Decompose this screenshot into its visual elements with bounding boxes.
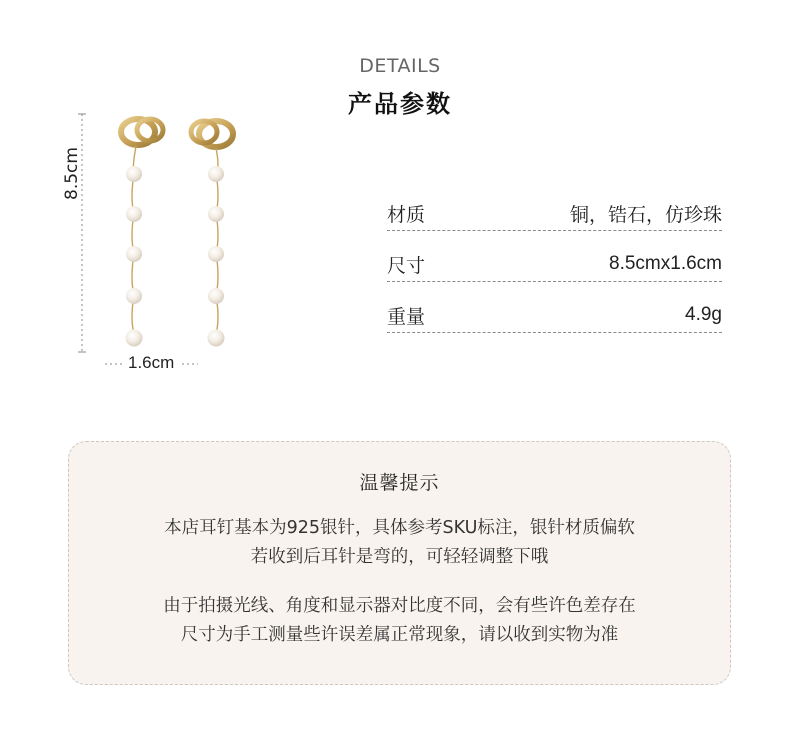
notice-box bbox=[68, 441, 731, 685]
page-title: 产品参数 bbox=[348, 90, 452, 118]
width-dimension-label: 1.6cm bbox=[128, 353, 175, 372]
height-dimension-label: 8.5cm bbox=[62, 147, 82, 200]
spec-value: 8.5cmx1.6cm bbox=[609, 253, 722, 274]
spec-table bbox=[387, 196, 722, 349]
spec-row-weight bbox=[387, 298, 722, 333]
left-earring bbox=[121, 119, 163, 347]
earrings-image bbox=[70, 108, 250, 378]
header-english: DETAILS bbox=[359, 55, 441, 77]
spec-row-size bbox=[387, 247, 722, 282]
right-earring bbox=[191, 121, 233, 347]
spec-label: 重量 bbox=[387, 305, 426, 328]
notice-line: 尺寸为手工测量些许误差属正常现象，请以收到实物为准 bbox=[180, 625, 619, 645]
notice-line: 本店耳钉基本为925银针，具体参考SKU标注，银针材质偏软 bbox=[164, 518, 635, 538]
notice-title: 温馨提示 bbox=[359, 472, 440, 494]
spec-label: 尺寸 bbox=[387, 254, 426, 277]
spec-row-material bbox=[387, 196, 722, 231]
notice-line: 由于拍摄光线、角度和显示器对比度不同，会有些许色差存在 bbox=[163, 596, 636, 616]
notice-paragraph-color-size bbox=[69, 592, 730, 650]
spec-value: 4.9g bbox=[685, 304, 722, 325]
spec-label: 材质 bbox=[387, 203, 426, 226]
notice-paragraph-silver-pin bbox=[69, 514, 730, 572]
spec-value: 铜，锆石，仿珍珠 bbox=[569, 204, 722, 226]
notice-line: 若收到后耳针是弯的，可轻轻调整下哦 bbox=[250, 547, 549, 567]
